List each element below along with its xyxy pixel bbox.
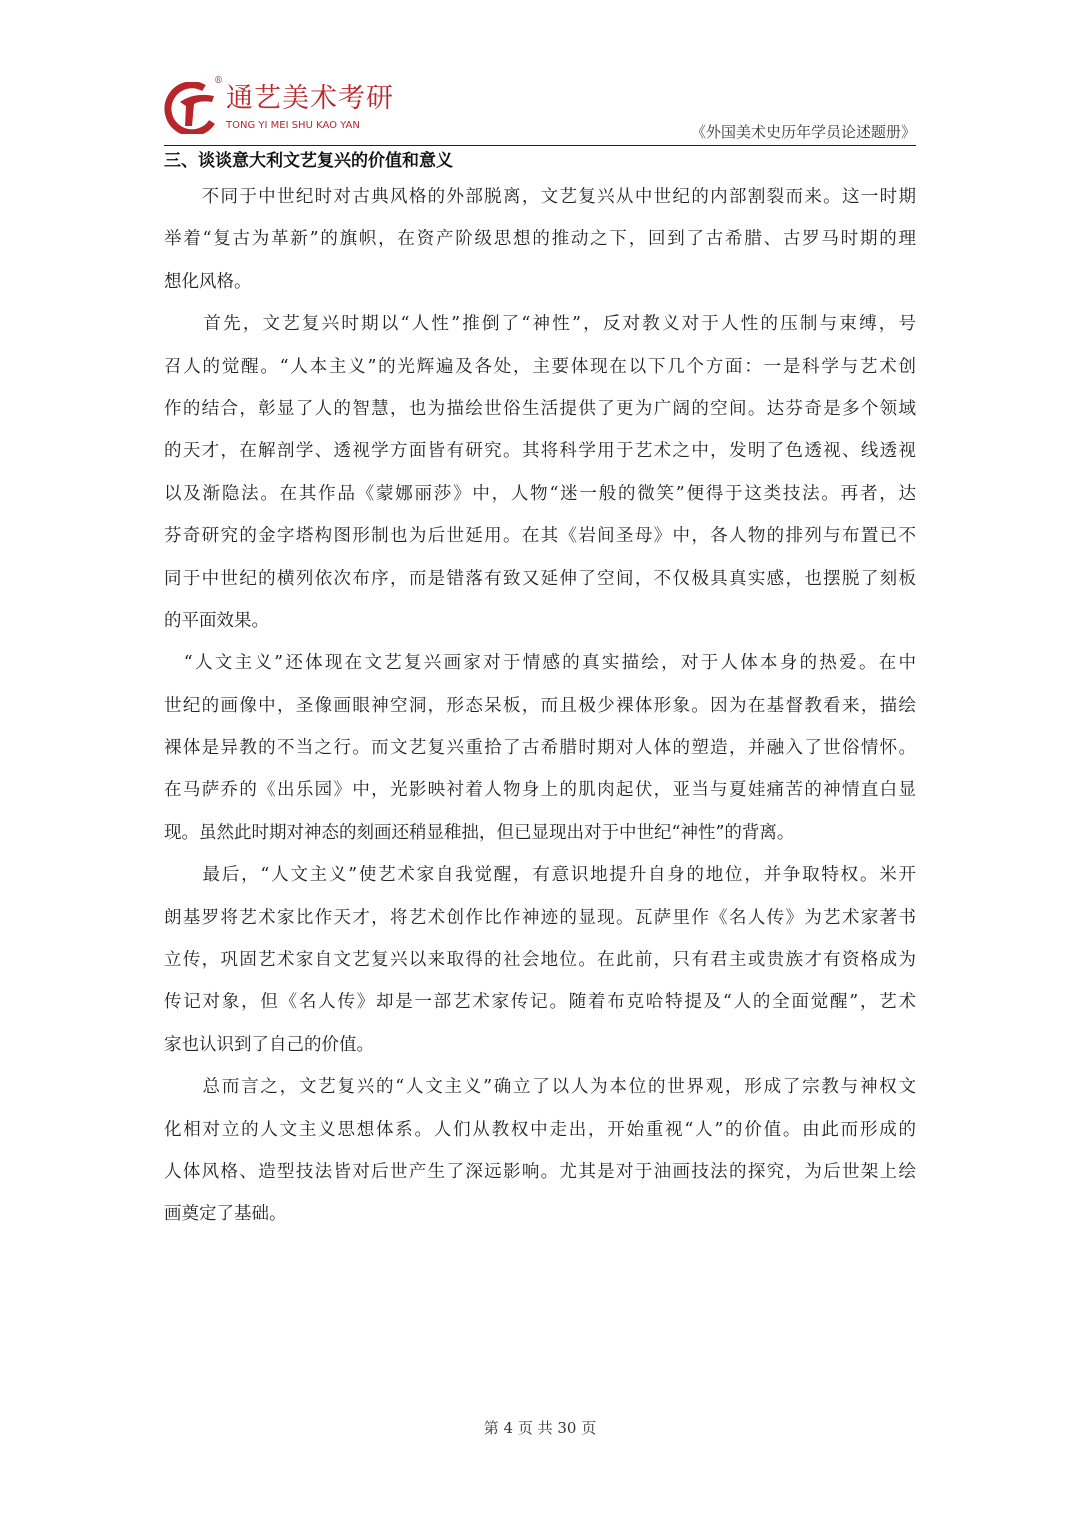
paragraph (164, 854, 916, 1066)
text-line: 朗基罗将艺术家比作天才，将艺术创作比作神迹的显现。瓦萨里作《名人传》为艺术家著书 (164, 907, 916, 928)
text-line: 最后，“人文主义”使艺术家自我觉醒，有意识地提升自身的地位，并争取特权。米开 (164, 865, 916, 886)
text-line: 举着“复古为革新”的旗帜，在资产阶级思想的推动之下，回到了古希腊、古罗马时期的理 (164, 229, 916, 250)
logo-mark-icon (164, 82, 218, 134)
paragraph (164, 176, 916, 303)
logo-text-cn: 通艺美术考研 (226, 83, 394, 114)
text-line: 总而言之，文艺复兴的“人文主义”确立了以人为本位的世界观，形成了宗教与神权文 (164, 1077, 916, 1098)
text-line: 作的结合，彰显了人的智慧，也为描绘世俗生活提供了更为广阔的空间。达芬奇是多个领域 (164, 398, 916, 419)
text-line: 不同于中世纪时对古典风格的外部脱离，文艺复兴从中世纪的内部割裂而来。这一时期 (164, 187, 916, 207)
body-text (164, 176, 916, 1236)
page-number: 第 4 页 共 30 页 (483, 1419, 597, 1437)
paragraph (164, 642, 916, 854)
text-line: 的天才，在解剖学、透视学方面皆有研究。其将科学用于艺术之中，发明了色透视、线透视 (164, 441, 916, 462)
text-line: 现。虽然此时期对神态的刻画还稍显稚拙，但已显现出对于中世纪“神性”的背离。 (164, 822, 795, 843)
registered-mark: ® (214, 76, 223, 86)
paragraph (164, 303, 916, 642)
text-line: 裸体是异教的不当之行。而文艺复兴重拾了古希腊时期对人体的塑造，并融入了世俗情怀。 (164, 738, 916, 759)
text-line: 首先，文艺复兴时期以“人性”推倒了“神性”，反对教义对于人性的压制与束缚，号 (164, 314, 916, 335)
text-line: 在马萨乔的《出乐园》中，光影映衬着人物身上的肌肉起伏，亚当与夏娃痛苦的神情直白显 (164, 780, 916, 801)
text-line: 芬奇研究的金字塔构图形制也为后世延用。在其《岩间圣母》中，各人物的排列与布置已不 (164, 526, 916, 547)
logo-text-en: TONG YI MEI SHU KAO YAN (226, 120, 360, 131)
text-line: 的平面效果。 (164, 610, 269, 631)
text-line: 家也认识到了自己的价值。 (164, 1034, 374, 1055)
text-line: 化相对立的人文主义思想体系。人们从教权中走出，开始重视“人”的价值。由此而形成的 (164, 1119, 916, 1140)
book-title: 《外国美术史历年学员论述题册》 (690, 123, 916, 141)
text-line: 以及渐隐法。在其作品《蒙娜丽莎》中，人物“迷一般的微笑”便得于这类技法。再者，达 (164, 483, 916, 504)
text-line: 立传，巩固艺术家自文艺复兴以来取得的社会地位。在此前，只有君主或贵族才有资格成为 (164, 950, 916, 971)
logo (164, 76, 404, 136)
text-line: 想化风格。 (164, 271, 252, 292)
text-line: 同于中世纪的横列依次布序，而是错落有致又延伸了空间，不仅极具真实感，也摆脱了刻板 (164, 568, 916, 589)
header-divider (164, 145, 916, 146)
text-line: 传记对象，但《名人传》却是一部艺术家传记。随着布克哈特提及“人的全面觉醒”，艺术 (164, 992, 916, 1013)
section-heading: 三、谈谈意大利文艺复兴的价值和意义 (164, 151, 453, 171)
text-line: “人文主义”还体现在文艺复兴画家对于情感的真实描绘，对于人体本身的热爱。在中 (164, 653, 916, 674)
text-line: 人体风格、造型技法皆对后世产生了深远影响。尤其是对于油画技法的探究，为后世架上绘 (164, 1161, 916, 1182)
text-line: 画奠定了基础。 (164, 1204, 287, 1225)
text-line: 召人的觉醒。“人本主义”的光辉遍及各处，主要体现在以下几个方面：一是科学与艺术创 (164, 356, 916, 377)
text-line: 世纪的画像中，圣像画眼神空洞，形态呆板，而且极少裸体形象。因为在基督教看来，描绘 (164, 695, 916, 716)
paragraph (164, 1066, 916, 1236)
